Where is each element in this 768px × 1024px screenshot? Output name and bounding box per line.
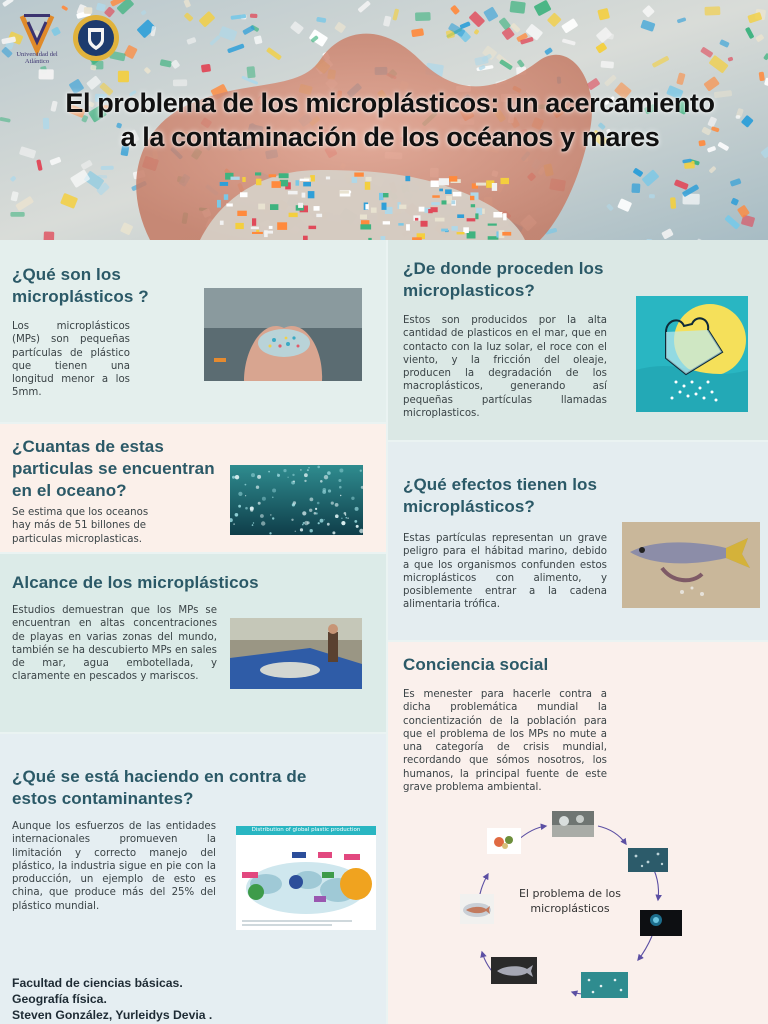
floating-particle [332, 531, 335, 534]
plastic-fragment [277, 222, 287, 230]
plastic-fragment [352, 177, 358, 183]
floating-particle [327, 471, 331, 475]
plastic-fragment [471, 204, 475, 207]
plastic-bag-illustration [636, 296, 748, 412]
cycle-image-ocean [628, 848, 668, 872]
plastic-fragment [383, 221, 390, 224]
floating-particle [341, 518, 342, 519]
plastic-fragment [492, 183, 497, 191]
heading-conciencia: Conciencia social [403, 655, 549, 674]
plastic-fragment [415, 218, 418, 221]
heading-efectos: ¿Qué efectos tienen los microplásticos? [403, 475, 598, 517]
cycle-image-seafood [487, 828, 521, 854]
plastic-fragment [231, 177, 240, 180]
plastic-fragment [475, 213, 478, 219]
floating-particle [277, 474, 280, 477]
heading-donde: ¿De donde proceden los microplasticos? [403, 259, 604, 301]
floating-particle [258, 502, 261, 505]
plastic-fragment [431, 202, 440, 205]
floating-particle [272, 497, 274, 499]
floating-particle [356, 525, 359, 528]
plastic-fragment [220, 182, 228, 186]
plastic-fragment [43, 118, 50, 130]
floating-particle [351, 497, 354, 500]
plastic-fragment [118, 71, 129, 83]
plastic-fragment [101, 166, 114, 170]
plastic-fragment [360, 215, 367, 220]
floating-particle [360, 470, 362, 472]
plastic-fragment [269, 174, 277, 177]
floating-particle [238, 505, 241, 508]
footer-faculty: Facultad de ciencias básicas. [12, 976, 183, 990]
body-haciendo: Aunque los esfuerzos de las entidades internacionales promueven la limitación y correcto manejo del plástico, la industria sigue en pie con la producción, un ejemplo de esto es china, que produce más del 25% del plástico mundial. [12, 821, 216, 912]
plastic-fragment [240, 192, 248, 197]
plastic-fragment [449, 176, 457, 182]
floating-particle [320, 519, 324, 523]
floating-particle [287, 477, 289, 479]
section-cuantas [0, 424, 386, 552]
plastic-fragment [242, 177, 245, 182]
heading-haciendo: ¿Qué se está haciendo en contra de estos contaminantes? [12, 767, 307, 809]
plastic-fragment [255, 172, 261, 175]
floating-particle [235, 475, 239, 479]
cycle-image-fish-dish [460, 894, 494, 924]
floating-particle [261, 521, 265, 525]
plastic-fragment [431, 181, 439, 188]
floating-particle [295, 531, 296, 532]
floating-particle [317, 502, 320, 505]
plastic-fragment [419, 207, 425, 212]
floating-particle [308, 467, 309, 468]
floating-particle [245, 484, 247, 486]
infographic-title: Distribution of global plastic production [236, 826, 376, 835]
floating-particle [268, 471, 270, 473]
floating-particle [257, 475, 261, 479]
floating-particle [331, 502, 334, 505]
floating-particle [302, 524, 304, 526]
section-efectos [388, 442, 768, 640]
plastic-fragment [250, 14, 258, 18]
plastic-fragment [415, 12, 431, 21]
floating-particle [317, 466, 320, 469]
floating-particle [315, 508, 317, 510]
floating-particle [292, 474, 294, 476]
floating-particle [245, 507, 248, 510]
plastic-fragment [310, 175, 315, 181]
plastic-fragment [300, 179, 310, 181]
footer-credits [12, 975, 212, 1023]
hands-microplastics-photo [204, 288, 362, 381]
fish-with-microplastics-photo [622, 522, 760, 608]
plastic-fragment [226, 204, 232, 207]
plastic-fragment [399, 205, 406, 209]
plastic-fragment [439, 178, 449, 185]
plastic-fragment [398, 223, 403, 226]
floating-particle [335, 503, 339, 507]
floating-particle [344, 512, 347, 515]
floating-particle [307, 521, 310, 524]
heading-que-son: ¿Qué son los microplásticos ? [12, 265, 149, 307]
beach-sampling-photo [230, 618, 362, 689]
cycle-image-fish [491, 957, 537, 984]
floating-particle [260, 514, 264, 518]
plastic-fragment [457, 232, 465, 234]
plastic-fragment [296, 180, 300, 186]
plastic-fragment [247, 66, 256, 78]
heading-alcance: Alcance de los microplásticos [12, 573, 259, 592]
floating-particle [339, 486, 342, 489]
plastic-fragment [435, 218, 445, 222]
plastic-fragment [217, 200, 221, 208]
world-map-graphic [236, 838, 376, 930]
plastic-fragment [476, 183, 486, 186]
plastic-fragment [365, 182, 370, 190]
plastic-fragment [237, 211, 247, 216]
plastic-fragment [289, 213, 298, 217]
plastic-fragment [405, 176, 410, 181]
plastic-fragment [314, 206, 320, 211]
plastic-fragment [383, 193, 389, 197]
floating-particle [300, 469, 302, 471]
plastic-fragment [501, 178, 510, 184]
cycle-image-particles [581, 972, 628, 998]
floating-particle [339, 469, 343, 473]
plastic-fragment [379, 193, 384, 200]
plastic-fragment [441, 229, 448, 232]
footer-authors: Steven González, Yurleidys Devia . [12, 1008, 213, 1023]
plastic-fragment [354, 173, 364, 177]
plastic-fragment [44, 232, 55, 241]
plastic-fragment [510, 1, 526, 14]
plastic-fragment [670, 197, 676, 209]
floating-particle [338, 479, 341, 482]
plastic-fragment [303, 182, 311, 186]
floating-particle [293, 501, 296, 504]
plastic-fragment [252, 232, 263, 234]
plastic-fragment [421, 221, 428, 227]
floating-particle [324, 475, 328, 479]
plastic-production-infographic [236, 826, 376, 930]
floating-particle [235, 513, 239, 517]
floating-particle [303, 522, 305, 524]
floating-particle [314, 512, 317, 515]
body-donde: Estos son producidos por la alta cantidad de plasticos en el mar, que en contacto con la luz solar, el roce con el viento, y la fricción del oleaje, producen la degradación de los macroplásticos, generando así pequeñas partículas llamadas microplasticos. [403, 315, 607, 419]
footer-subject: Geografía física. [12, 992, 107, 1007]
plastic-fragment [201, 64, 211, 73]
floating-particle [300, 528, 303, 531]
plastic-fragment [502, 232, 511, 236]
section-alcance [0, 554, 386, 732]
floating-particle [283, 469, 286, 472]
floating-particle [340, 495, 341, 496]
body-cuantas: Se estima que los oceanos hay más de 51 billones de particulas microplasticas. [12, 507, 149, 545]
floating-particle [250, 509, 253, 512]
plastic-fragment [453, 192, 462, 197]
floating-particle [233, 523, 235, 525]
plastic-fragment [488, 224, 497, 226]
plastic-fragment [316, 214, 322, 217]
plastic-fragment [452, 226, 458, 231]
plastic-fragment [10, 212, 24, 217]
section-que-son [0, 240, 386, 422]
plastic-fragment [442, 200, 447, 204]
floating-particle [310, 529, 313, 532]
floating-particle [251, 473, 255, 477]
plastic-fragment [432, 195, 440, 198]
floating-particle [309, 509, 312, 512]
plastic-fragment [649, 194, 655, 198]
plastic-fragment [326, 177, 330, 180]
floating-particle [293, 481, 295, 483]
plastic-fragment [340, 191, 349, 194]
plastic-fragment [445, 189, 452, 194]
floating-particle [346, 517, 348, 519]
plastic-fragment [235, 223, 243, 229]
plastic-fragment [406, 224, 410, 230]
faculty-seal-icon [72, 14, 120, 62]
floating-particle [232, 476, 235, 479]
floating-particle [252, 524, 254, 526]
plastic-fragment [365, 204, 368, 209]
floating-particle [327, 523, 330, 526]
plastic-fragment [266, 231, 273, 234]
floating-particle [335, 514, 339, 518]
plastic-fragment [39, 69, 54, 79]
ocean-particles-photo [230, 465, 363, 535]
plastic-fragment [446, 196, 452, 204]
plastic-fragment [220, 221, 224, 225]
plastic-fragment [503, 213, 507, 220]
plastic-fragment [382, 203, 387, 210]
plastic-fragment [279, 173, 289, 178]
plastic-fragment [84, 7, 93, 14]
plastic-fragment [467, 218, 476, 221]
plastic-fragment [457, 214, 464, 218]
floating-particle [328, 489, 331, 492]
body-efectos: Estas partículas representan un grave peligro para el hábitad marino, debido a que los organismos confunden estos microplásticos con alimento, y posiblemente entrar a la cadena alimentaria trófica. [403, 533, 607, 611]
plastic-fragment [631, 183, 640, 193]
floating-particle [324, 519, 325, 520]
floating-particle [355, 507, 359, 511]
plastic-fragment [736, 115, 741, 119]
plastic-fragment [308, 191, 315, 198]
floating-particle [270, 514, 272, 516]
cycle-image-deep-sea [640, 910, 682, 936]
plastic-fragment [270, 204, 278, 210]
floating-particle [272, 489, 276, 493]
floating-particle [341, 521, 345, 525]
floating-particle [291, 519, 293, 521]
floating-particle [347, 517, 349, 519]
plastic-fragment [298, 203, 303, 208]
plastic-fragment [451, 200, 455, 204]
plastic-fragment [431, 207, 438, 212]
plastic-fragment [601, 61, 615, 69]
plastic-fragment [224, 194, 228, 200]
floating-particle [304, 480, 306, 482]
floating-particle [270, 532, 272, 534]
plastic-fragment [705, 6, 721, 15]
floating-particle [253, 522, 254, 523]
plastic-fragment [269, 226, 273, 229]
heading-cuantas: ¿Cuantas de estas particulas se encuentran en el oceano? [12, 437, 215, 501]
plastic-fragment [251, 227, 259, 229]
floating-particle [256, 486, 259, 489]
plastic-fragment [252, 218, 256, 226]
cycle-center-label: El problema de los microplásticos [518, 887, 622, 916]
floating-particle [304, 473, 308, 477]
floating-particle [272, 517, 274, 519]
floating-particle [302, 511, 306, 515]
plastic-fragment [309, 226, 317, 229]
plastic-fragment [302, 193, 306, 198]
hero-banner [0, 0, 768, 240]
body-alcance: Estudios demuestran que los MPs se encuentran en altas concentraciones de playas en varias zonas del mundo, también se ha descubierto MPs en sales de mar, agua embotellada, y claramente en pescados y mariscos. [12, 605, 217, 683]
section-de-donde [388, 240, 768, 440]
plastic-fragment [439, 189, 443, 192]
plastic-fragment [272, 181, 281, 188]
floating-particle [318, 522, 320, 524]
plastic-fragment [280, 180, 288, 187]
university-logo-text: Universidad del Atlántico [16, 51, 58, 65]
plastic-fragment [493, 212, 502, 218]
floating-particle [320, 480, 323, 483]
plastic-fragment [470, 196, 474, 200]
plastic-fragment [256, 179, 261, 186]
floating-particle [354, 520, 357, 523]
body-que-son: Los microplásticos (MPs) son pequeñas partículas de plástico que tienen una longitud menor a los 5mm. [12, 321, 130, 399]
plastic-fragment [288, 191, 298, 195]
floating-particle [245, 495, 246, 496]
floating-particle [310, 498, 314, 502]
plastic-fragment [371, 208, 377, 213]
plastic-fragment [366, 177, 372, 181]
plastic-fragment [258, 204, 265, 210]
floating-particle [238, 492, 242, 496]
plastic-fragment [360, 224, 371, 229]
body-conciencia: Es menester para hacerle contra a dicha problemática mundial la concientización de la población para que el problema de los MPs no mute a una categoría de crisis mundial, recordando que sómos nosotros, los humanos, la principal fuente de este grave problema ambiental. [403, 689, 607, 793]
floating-particle [262, 497, 266, 501]
cycle-image-plastic-waste [552, 811, 594, 837]
floating-particle [322, 490, 326, 494]
poster-title: El problema de los microplásticos: un acercamiento a la contaminación de los océanos y mares [65, 88, 715, 153]
floating-particle [307, 469, 309, 471]
